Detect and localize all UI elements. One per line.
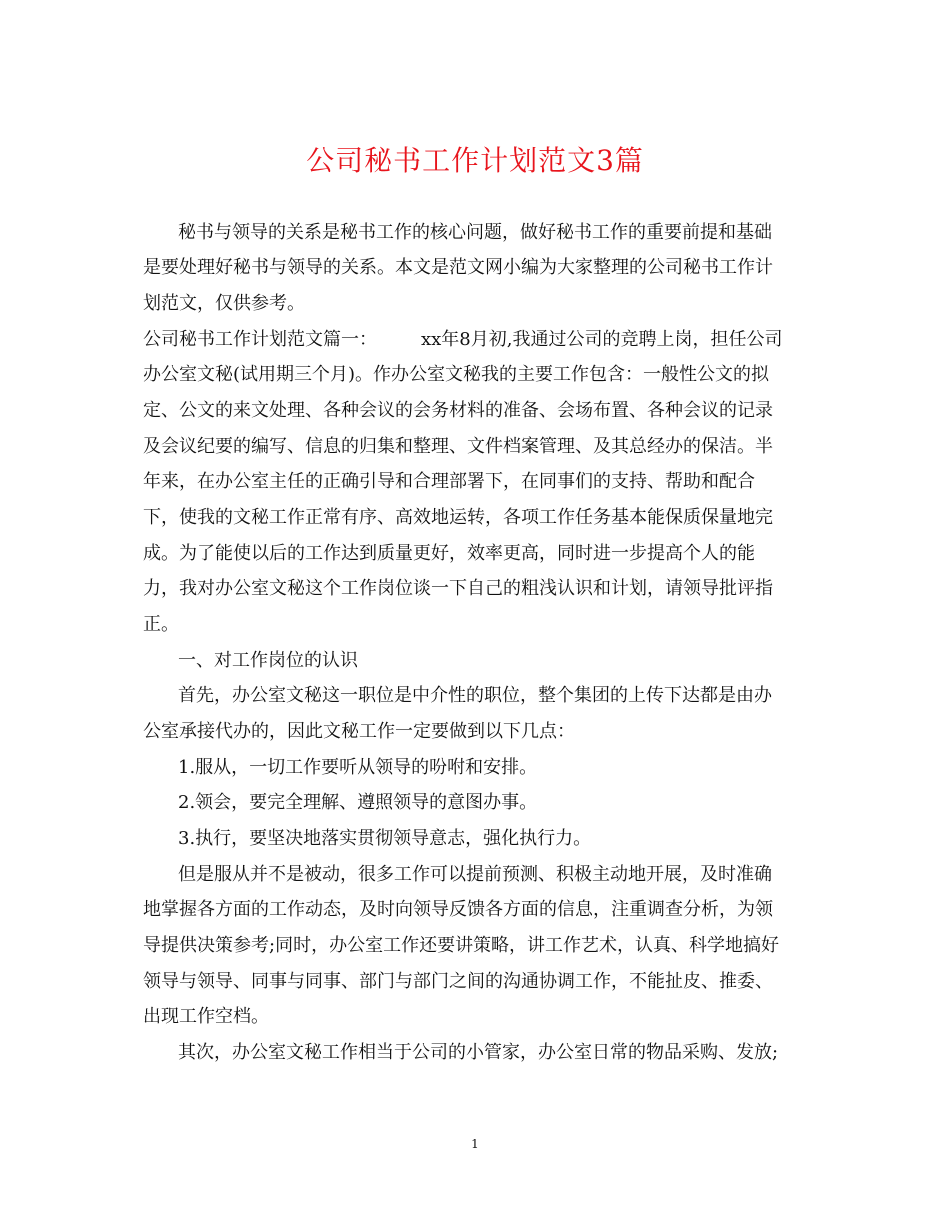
section-heading: 公司秘书工作计划范文篇一： bbox=[143, 329, 377, 350]
paragraph-line: 其次，办公室文秘工作相当于公司的小管家，办公室日常的物品采购、发放; bbox=[178, 1042, 779, 1063]
paragraph-line: 正。 bbox=[143, 614, 179, 635]
paragraph-line: 划范文，仅供参考。 bbox=[143, 293, 305, 314]
paragraph-line: 定、公文的来文处理、各种会议的会务材料的准备、会场布置、各种会议的记录 bbox=[143, 400, 773, 421]
paragraph-line: 但是服从并不是被动，很多工作可以提前预测、积极主动地开展，及时准确 bbox=[178, 864, 772, 885]
paragraph-text: xx年8月初,我通过公司的竞聘上岗，担任公司 bbox=[421, 329, 783, 350]
paragraph-line: 下，使我的文秘工作正常有序、高效地运转，各项工作任务基本能保质保量地完 bbox=[143, 507, 773, 528]
paragraph-line: 秘书与领导的关系是秘书工作的核心问题，做好秘书工作的重要前提和基础 bbox=[178, 222, 772, 243]
paragraph-line: 力，我对办公室文秘这个工作岗位谈一下自己的粗浅认识和计划，请领导批评指 bbox=[143, 578, 773, 599]
paragraph-line: 是要处理好秘书与领导的关系。本文是范文网小编为大家整理的公司秘书工作计 bbox=[143, 257, 773, 278]
paragraph-line: 成。为了能使以后的工作达到质量更好，效率更高，同时进一步提高个人的能 bbox=[143, 543, 755, 564]
paragraph-line: 及会议纪要的编写、信息的归集和整理、文件档案管理、及其总经办的保洁。半 bbox=[143, 436, 773, 457]
paragraph-line: 出现工作空档。 bbox=[143, 1006, 269, 1027]
list-item: 2.领会，要完全理解、遵照领导的意图办事。 bbox=[178, 792, 538, 813]
list-item: 3.执行，要坚决地落实贯彻领导意志，强化执行力。 bbox=[178, 828, 592, 849]
paragraph-line: 年来，在办公室主任的正确引导和合理部署下，在同事们的支持、帮助和配合 bbox=[143, 471, 755, 492]
paragraph-line: 首先，办公室文秘这一职位是中介性的职位，整个集团的上传下达都是由办 bbox=[178, 685, 772, 706]
section-heading-line bbox=[143, 326, 782, 354]
subheading: 一、对工作岗位的认识 bbox=[178, 650, 358, 671]
document-title: 公司秘书工作计划范文3篇 bbox=[306, 144, 644, 177]
paragraph-line: 办公室文秘(试用期三个月)。作办公室文秘我的主要工作包含：一般性公文的拟 bbox=[143, 364, 770, 385]
paragraph-line: 导提供决策参考;同时，办公室工作还要讲策略，讲工作艺术，认真、科学地搞好 bbox=[143, 935, 780, 956]
list-item: 1.服从，一切工作要听从领导的吩咐和安排。 bbox=[178, 757, 538, 778]
page-number: 1 bbox=[471, 1137, 479, 1151]
paragraph-line: 地掌握各方面的工作动态，及时向领导反馈各方面的信息，注重调查分析，为领 bbox=[143, 899, 773, 920]
paragraph-line: 领导与领导、同事与同事、部门与部门之间的沟通协调工作，不能扯皮、推委、 bbox=[143, 971, 773, 992]
paragraph-line: 公室承接代办的，因此文秘工作一定要做到以下几点： bbox=[143, 721, 575, 742]
